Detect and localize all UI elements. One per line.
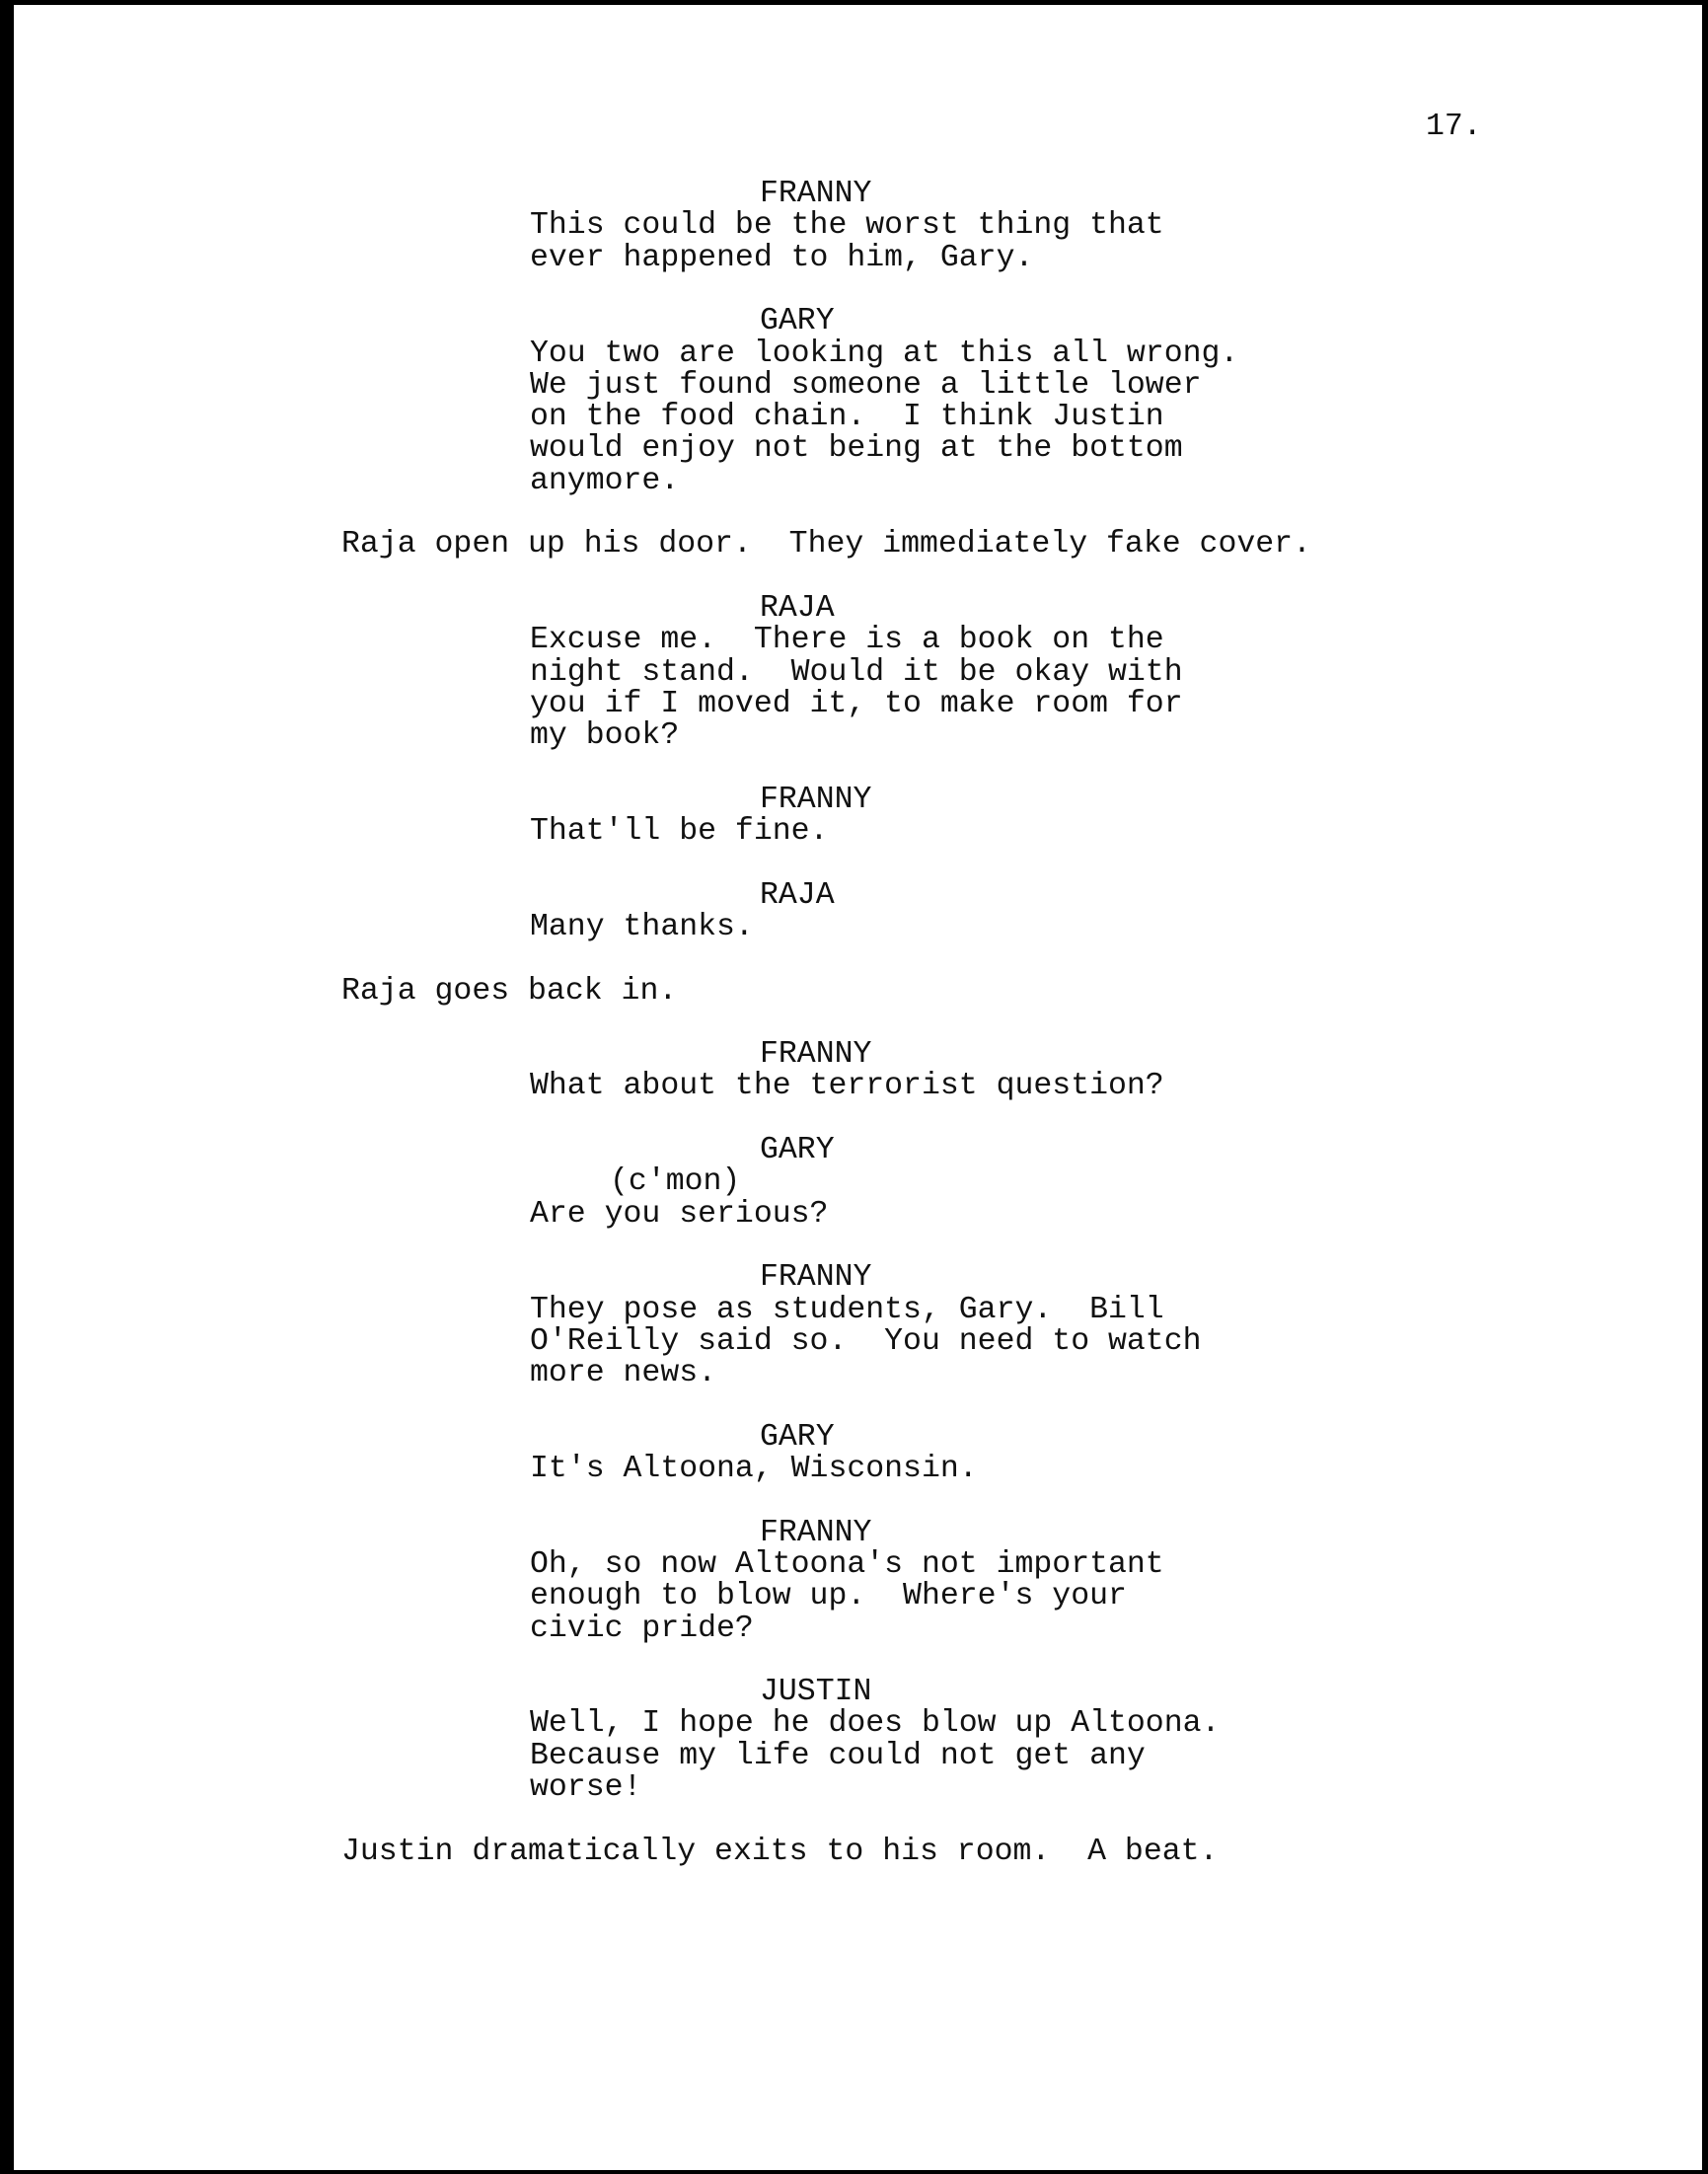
parenthetical: (c'mon) <box>610 1164 741 1200</box>
dialogue-line: on the food chain. I think Justin <box>530 400 1164 435</box>
character-name: GARY <box>760 304 835 339</box>
dialogue-line: They pose as students, Gary. Bill <box>530 1292 1164 1327</box>
dialogue-line: civic pride? <box>530 1611 754 1646</box>
dialogue-line: anymore. <box>530 463 680 498</box>
dialogue-line: It's Altoona, Wisconsin. <box>530 1452 978 1486</box>
dialogue-line: more news. <box>530 1356 717 1391</box>
dialogue-line: Well, I hope he does blow up Altoona. <box>530 1706 1221 1742</box>
character-name: RAJA <box>760 877 835 913</box>
dialogue-line: This could be the worst thing that <box>530 208 1164 244</box>
character-name: GARY <box>760 1133 835 1167</box>
character-name: FRANNY <box>760 1515 872 1550</box>
dialogue-line: you if I moved it, to make room for <box>530 686 1183 721</box>
dialogue-line: my book? <box>530 718 680 754</box>
dialogue-line: ever happened to him, Gary. <box>530 240 1034 275</box>
dialogue-line: Are you serious? <box>530 1196 829 1232</box>
dialogue-line: What about the terrorist question? <box>530 1069 1164 1104</box>
dialogue-line: Oh, so now Altoona's not important <box>530 1546 1164 1582</box>
dialogue-line: night stand. Would it be okay with <box>530 654 1183 690</box>
page-number: 17. <box>1426 110 1482 144</box>
character-name: FRANNY <box>760 177 872 211</box>
dialogue-line: That'll be fine. <box>530 814 829 849</box>
action-line: Justin dramatically exits to his room. A beat. <box>341 1834 1219 1869</box>
dialogue-line: Because my life could not get any <box>530 1738 1146 1773</box>
dialogue-line: would enjoy not being at the bottom <box>530 431 1183 467</box>
character-name: FRANNY <box>760 1260 872 1296</box>
dialogue-line: We just found someone a little lower <box>530 367 1202 403</box>
dialogue-line: Many thanks. <box>530 909 754 944</box>
dialogue-line: Excuse me. There is a book on the <box>530 623 1164 658</box>
script-body <box>14 5 1702 1869</box>
character-name: FRANNY <box>760 1037 872 1073</box>
dialogue-line: O'Reilly said so. You need to watch <box>530 1323 1202 1359</box>
dialogue-line: enough to blow up. Where's your <box>530 1579 1127 1614</box>
character-name: FRANNY <box>760 782 872 817</box>
action-line: Raja goes back in. <box>341 973 678 1009</box>
action-line: Raja open up his door. They immediately fake cover. <box>341 527 1311 562</box>
character-name: GARY <box>760 1419 835 1455</box>
dialogue-line: You two are looking at this all wrong. <box>530 336 1239 371</box>
character-name: RAJA <box>760 590 835 626</box>
character-name: JUSTIN <box>760 1675 872 1710</box>
dialogue-line: worse! <box>530 1770 642 1805</box>
